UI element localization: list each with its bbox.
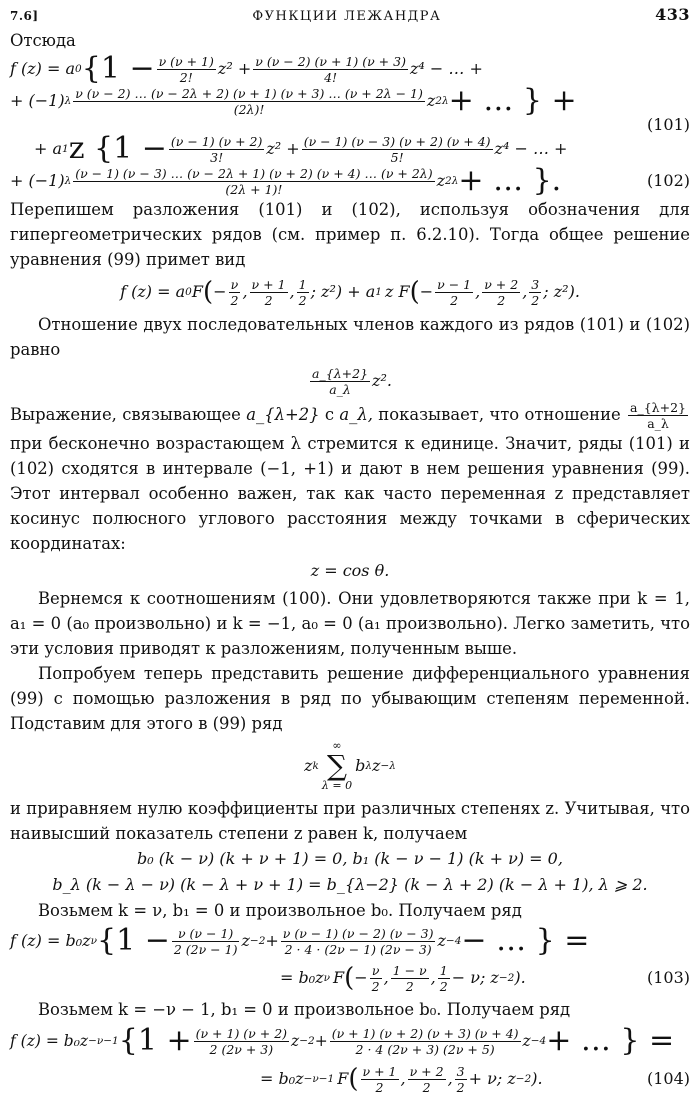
equation-104-line-2: = b₀z −ν−1 F ( $\frac{\nu + 1}{2}$ , $\frac{\nu + 2}{2}$ , $\frac{3}{2}$ + ν; z −2 ). (104)	[260, 1063, 690, 1095]
equation-103-line-1: f (z) = b₀z ν {1 − $\frac{\nu (\nu - 1)}{2 (2\nu - 1)}$ z −2 + $\frac{\nu (\nu - 1) (\nu - 2) (\nu - 3)}{2 \cdot 4 \cdot (2\nu - 1) (2\nu - 3)}$ z −4 − … } =	[10, 923, 590, 958]
paragraph-otsyuda: Отсюда	[10, 31, 76, 50]
paragraph-equate: и приравняем нулю коэффициенты при различных степенях z. Учитывая, что наивысший показатель степени z равен k, получаем	[10, 799, 690, 843]
equation-101-line-2: + (−1) λ $\frac{\nu (\nu - 2) \dots (\nu - 2\lambda + 2) (\nu + 1) (\nu + 3) \dots (\nu + 2\lambda - 1)}{(2\lambda)!}$ z 2λ + … } +	[10, 83, 577, 118]
fraction: $\frac{\nu + 1}{2}$	[362, 1063, 397, 1095]
equation-103-line-2: = b₀z ν F ( − $\frac{\nu}{2}$ , $\frac{1 - \nu}{2}$ , $\frac{1}{2}$ − ν; z −2 ). (103)	[280, 962, 690, 994]
chapter-title: ФУНКЦИИ ЛЕЖАНДРА	[252, 9, 442, 24]
fraction: $\frac{(\nu + 1) (\nu + 2)}{2 (2\nu + 3)}$	[195, 1025, 288, 1057]
fraction: $\frac{\nu + 1}{2}$	[251, 276, 286, 308]
equation-102-line-1: + a 1 z {1 − $\frac{(\nu - 1) (\nu + 2)}{3!}$ z² + $\frac{(\nu - 1) (\nu - 3) (\nu + 2) (\nu + 4)}{5!}$ z⁴ − … +	[34, 131, 568, 166]
paragraph-expression: Выражение, связывающее a_{λ+2} с a_λ, показывает, что отношение $\frac{a\_\{\lambda+2\}}{a\_\lambda}$ при бесконечно возрастающем λ стремится к единице. Значит, ряды (101) и (102) сходятся в интервале (−1, +1) и дают в нем решения уравнения (99). Этот интервал особенно важен, так как часто переменная z представляет косинус полюсного углового расстояния между точками в сферических координатах:	[10, 400, 690, 553]
fraction: $\frac{a\_\{\lambda+2\}}{a\_\lambda}$	[312, 365, 369, 397]
fraction: $\frac{(\nu + 1) (\nu + 2) (\nu + 3) (\nu + 4)}{2 \cdot 4 (2\nu + 3) (2\nu + 5)}$	[331, 1025, 519, 1057]
equation-101-line-1: f (z) = a 0 {1 − $\frac{\nu (\nu + 1)}{2!}$ z² + $\frac{\nu (\nu - 2) (\nu + 1) (\nu + 3)}{4!}$ z⁴ − … +	[10, 51, 483, 86]
running-head	[10, 2, 690, 28]
fraction: $\frac{1}{2}$	[298, 276, 307, 308]
equation-series: z k ∞ ∑ λ = 0 b λ z −λ	[304, 739, 396, 792]
equation-recurrence-1: b₀ (k − ν) (k + ν + 1) = 0, b₁ (k − ν − 1) (k + ν) = 0,	[137, 849, 563, 868]
paragraph-ratio: Отношение двух последовательных членов каждого из рядов (101) и (102) равно	[10, 315, 690, 359]
paragraph-take-k-nu: Возьмем k = ν, b₁ = 0 и произвольное b₀. Получаем ряд	[38, 901, 522, 920]
fraction: $\frac{a\_\{\lambda+2\}}{a\_\lambda}$	[630, 400, 686, 431]
equation-number-101: (101)	[646, 115, 690, 134]
paragraph-return: Вернемся к соотношениям (100). Они удовлетворяются также при k = 1, a₁ = 0 (a₀ произвольно) и k = −1, a₀ = 0 (a₁ произвольно). Легко заметить, что эти условия приводят к разложениям, полученным выше.	[10, 589, 690, 658]
equation-general-solution: f (z) = a 0 F ( − $\frac{\nu}{2}$ , $\frac{\nu + 1}{2}$ , $\frac{1}{2}$ ; z²) + a 1 z F ( − $\frac{\nu - 1}{2}$ , $\frac{\nu + 2}{2}$ , $\frac{3}{2}$ ; z²).	[120, 276, 580, 308]
page-number: 433	[655, 5, 690, 24]
fraction: $\frac{\nu (\nu - 1) (\nu - 2) (\nu - 3)}{2 \cdot 4 \cdot (2\nu - 1) (2\nu - 3)}$	[282, 925, 434, 957]
fraction: $\frac{(\nu - 1) (\nu - 3) (\nu + 2) (\nu + 4)}{5!}$	[303, 133, 491, 165]
fraction: $\frac{3}{2}$	[456, 1063, 465, 1095]
equation-number-102: (102)	[646, 171, 690, 190]
fraction: $\frac{1 - \nu}{2}$	[392, 962, 427, 994]
paragraph-rewrite: Перепишем разложения (101) и (102), используя обозначения для гипергеометрических рядов (см. пример п. 6.2.10). Тогда общее решение уравнения (99) примет вид	[10, 200, 690, 269]
paragraph-take-k-minus-nu: Возьмем k = −ν − 1, b₁ = 0 и произвольное b₀. Получаем ряд	[38, 1000, 571, 1019]
fraction: $\frac{\nu}{2}$	[230, 276, 239, 308]
fraction: $\frac{1}{2}$	[439, 962, 448, 994]
fraction: $\frac{\nu (\nu + 1)}{2!}$	[158, 53, 214, 85]
sum-sign: ∞ ∑ λ = 0	[321, 739, 353, 792]
fraction: $\frac{\nu (\nu - 2) \dots (\nu - 2\lambda + 2) (\nu + 1) (\nu + 3) \dots (\nu + 2\lambda - 1)}{(2\lambda)!}$	[75, 85, 423, 117]
fraction: $\frac{\nu + 2}{2}$	[484, 276, 519, 308]
fraction: $\frac{(\nu - 1) (\nu - 3) \dots (\nu - 2\lambda + 1) (\nu + 2) (\nu + 4) \dots (\nu + 2\lambda)}{(2\lambda + 1)!}$	[75, 165, 433, 197]
fraction: $\frac{(\nu - 1) (\nu + 2)}{3!}$	[170, 133, 263, 165]
fraction: $\frac{\nu}{2}$	[371, 962, 380, 994]
equation-recurrence-2: b_λ (k − λ − ν) (k − λ + ν + 1) = b_{λ−2} (k − λ + 2) (k − λ + 1), λ ⩾ 2.	[52, 875, 648, 894]
fraction: $\frac{3}{2}$	[531, 276, 540, 308]
fraction: $\frac{\nu + 2}{2}$	[409, 1063, 444, 1095]
section-number: 7.6]	[10, 9, 39, 23]
equation-104-line-1: f (z) = b₀z −ν−1 {1 + $\frac{(\nu + 1) (\nu + 2)}{2 (2\nu + 3)}$ z −2 + $\frac{(\nu + 1) (\nu + 2) (\nu + 3) (\nu + 4)}{2 \cdot 4 (2\nu + 3) (2\nu + 5)}$ z −4 + … } =	[10, 1023, 675, 1058]
equation-102-line-2: + (−1) λ $\frac{(\nu - 1) (\nu - 3) \dots (\nu - 2\lambda + 1) (\nu + 2) (\nu + 4) \dots (\nu + 2\lambda)}{(2\lambda + 1)!}$ z 2λ + … }. (102)	[10, 163, 690, 198]
fraction: $\frac{\nu (\nu - 2) (\nu + 1) (\nu + 3)}{4!}$	[255, 53, 406, 85]
equation-number-104: (104)	[646, 1069, 690, 1088]
equation-ratio: $\frac{a\_\{\lambda+2\}}{a\_\lambda}$ z².	[312, 365, 392, 397]
fraction: $\frac{\nu - 1}{2}$	[437, 276, 472, 308]
equation-number-103: (103)	[646, 968, 690, 987]
equation-z-cos: z = cos θ.	[310, 561, 390, 580]
fraction: $\frac{\nu (\nu - 1)}{2 (2\nu - 1)}$	[173, 925, 238, 957]
paragraph-try: Попробуем теперь представить решение дифференциального уравнения (99) с помощью разложения в ряд по убывающим степеням переменной. Подставим для этого в (99) ряд	[10, 664, 690, 733]
